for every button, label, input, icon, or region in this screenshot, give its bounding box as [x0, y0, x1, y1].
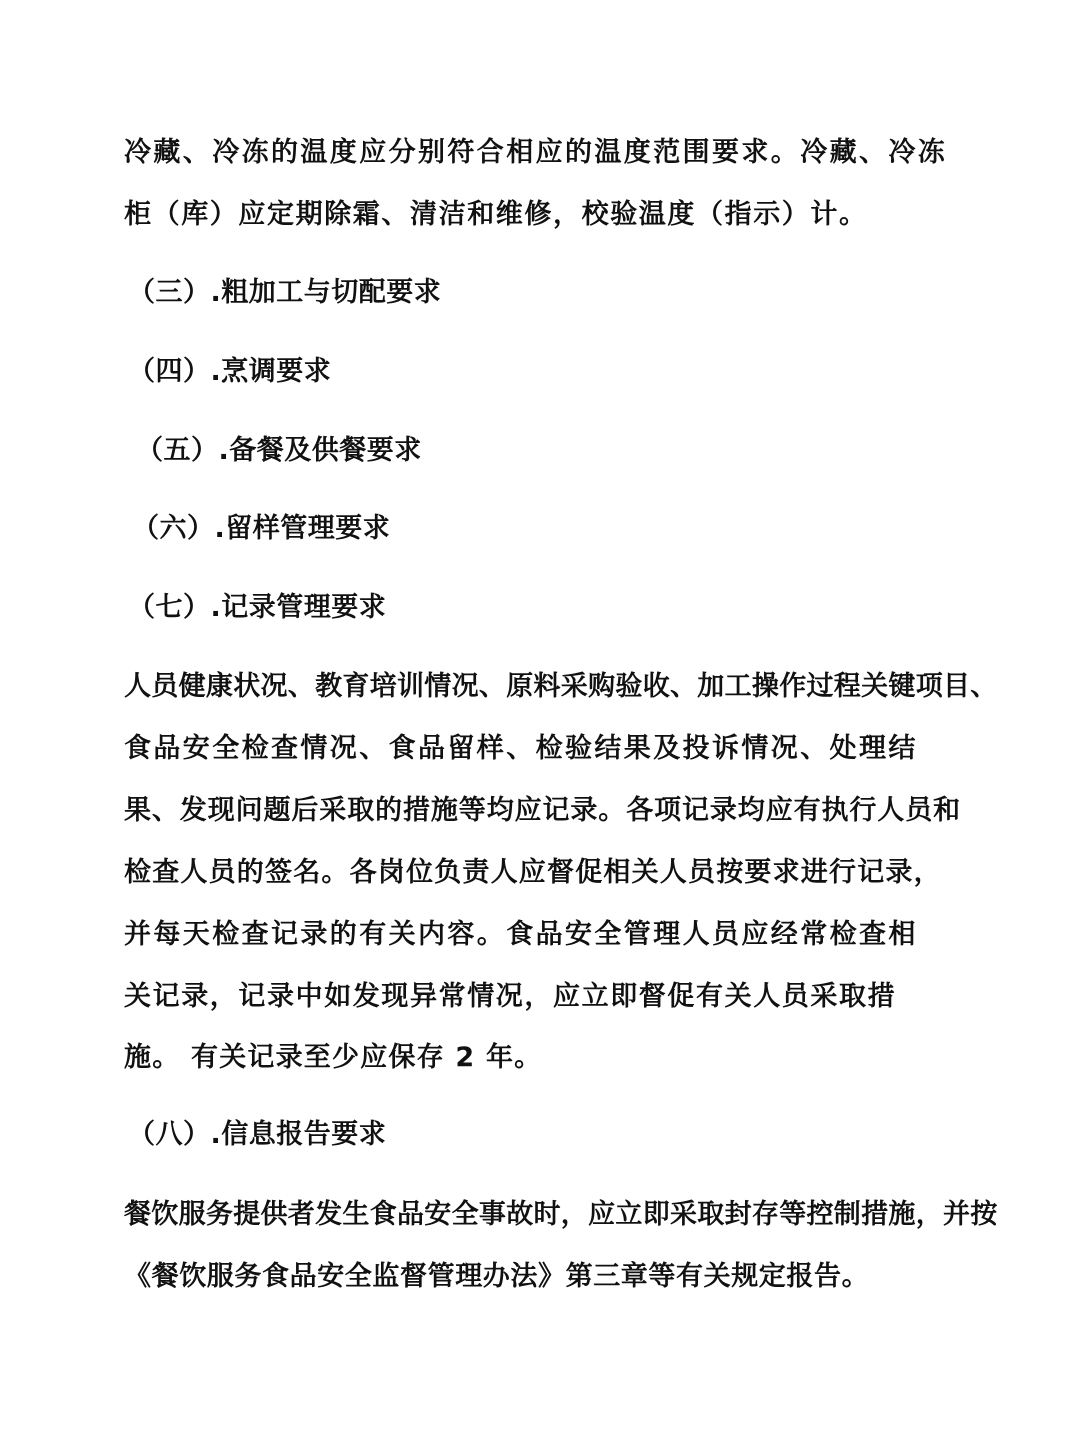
paragraph-line: 关记录，记录中如发现异常情况，应立即督促有关人员采取措	[124, 981, 897, 1012]
section-heading-8: （八）.信息报告要求	[128, 1119, 387, 1150]
paragraph-line: 餐饮服务提供者发生食品安全事故时，应立即采取封存等控制措施，并按	[124, 1199, 998, 1230]
section-heading-7: （七）.记录管理要求	[128, 592, 387, 623]
paragraph-line: 《餐饮服务食品安全监督管理办法》第三章等有关规定报告。	[124, 1261, 870, 1292]
section-heading-6: （六）.留样管理要求	[132, 513, 391, 544]
paragraph-line: 检查人员的签名。各岗位负责人应督促相关人员按要求进行记录，	[124, 857, 942, 888]
paragraph-line: 柜（库）应定期除霜、清洁和维修，校验温度（指示）计。	[124, 199, 868, 230]
paragraph-line: 施。 有关记录至少应保存 2 年。	[124, 1042, 543, 1073]
paragraph-line: 果、发现问题后采取的措施等均应记录。各项记录均应有执行人员和	[124, 795, 961, 826]
paragraph-line: 并每天检查记录的有关内容。食品安全管理人员应经常检查相	[124, 919, 918, 950]
paragraph-line: 冷藏、冷冻的温度应分别符合相应的温度范围要求。冷藏、冷冻	[124, 137, 948, 168]
paragraph-line: 人员健康状况、教育培训情况、原料采购验收、加工操作过程关键项目、	[124, 671, 998, 702]
section-heading-4: （四）.烹调要求	[128, 356, 332, 387]
section-heading-5: （五）.备餐及供餐要求	[136, 435, 422, 466]
paragraph-line: 食品安全检查情况、食品留样、检验结果及投诉情况、处理结	[124, 733, 918, 764]
section-heading-3: （三）.粗加工与切配要求	[128, 277, 442, 308]
